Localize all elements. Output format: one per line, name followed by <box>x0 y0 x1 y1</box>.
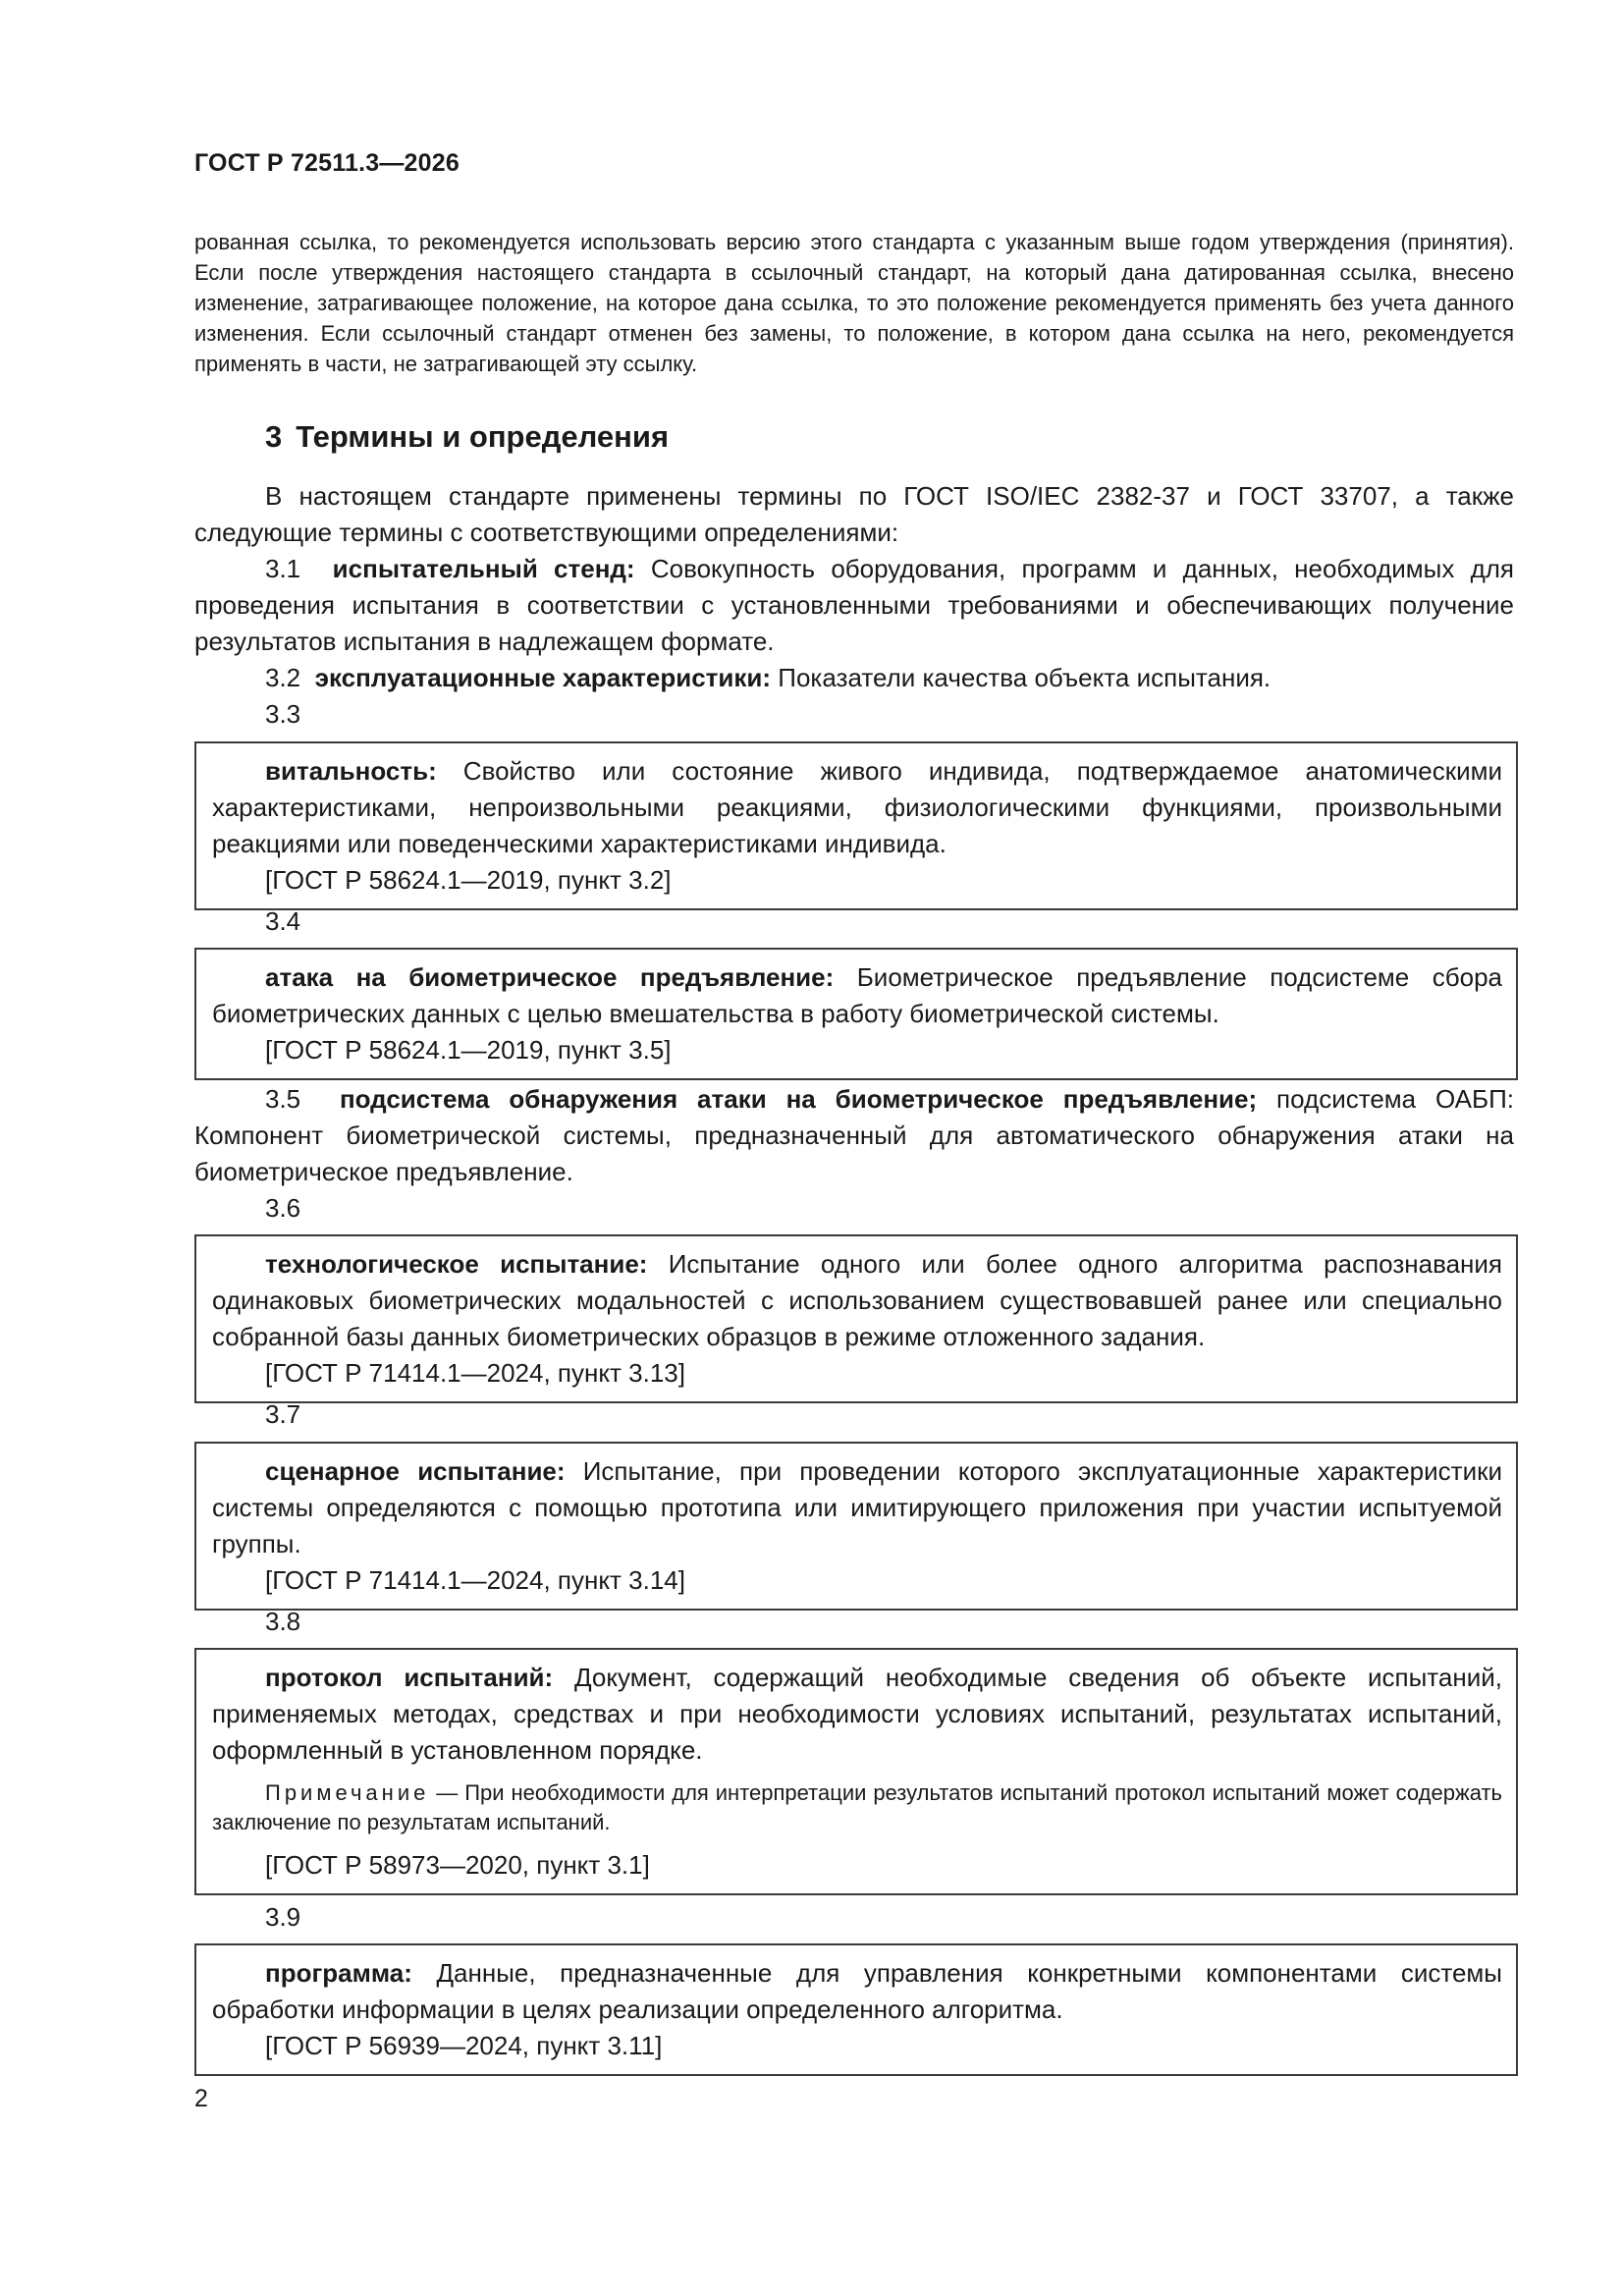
section-number: 3 <box>265 419 283 454</box>
term-definition: Документ, содержащий необходимые сведения об объекте испытаний, применяемых методах, средствах и при необходимости условиях испытаний, результатах испытаний, оформленный в установленном порядке. <box>212 1663 1502 1765</box>
term-number: 3.2 <box>265 663 301 692</box>
term-definition-block <box>212 1246 1502 1355</box>
term-source: [ГОСТ Р 58973—2020, пункт 3.1] <box>265 1850 650 1880</box>
term-note <box>212 1778 1502 1837</box>
term-definition: Совокупность оборудования, программ и данных, необходимых для проведения испытания в соответствии с установленными требованиями и обеспечивающих получение результатов испытания в надлежащем формате. <box>194 554 1515 656</box>
lead-paragraph: В настоящем стандарте применены термины по ГОСТ ISO/IEC 2382-37 и ГОСТ 33707, а также следующие термины с соответствующими определениями: <box>194 481 1514 547</box>
term-definition-block <box>212 959 1502 1032</box>
term-source: [ГОСТ Р 71414.1—2024, пункт 3.13] <box>265 1358 685 1388</box>
term-definition: Испытание, при проведении которого эксплуатационные характеристики системы определяются с помощью прототипа или имитирующего приложения при участии испытуемой группы. <box>212 1456 1502 1558</box>
term-definition: Показатели качества объекта испытания. <box>771 663 1271 692</box>
term-definition-block <box>212 1660 1502 1769</box>
term-source: [ГОСТ Р 58624.1—2019, пункт 3.5] <box>265 1035 672 1065</box>
term-definition: Свойство или состояние живого индивида, подтверждаемое анатомическими характеристиками, непроизвольными реакциями, физиологическими функциями, произвольными реакциями или поведенческими характеристиками индивида. <box>212 756 1502 858</box>
term-box-3-9 <box>194 1943 1518 2076</box>
term-number-3-3: 3.3 <box>265 699 301 729</box>
term-name: сценарное испытание: <box>265 1456 566 1486</box>
term-definition-block <box>212 1453 1502 1562</box>
term-3-1 <box>194 551 1514 660</box>
term-name: испытательный стенд: <box>332 554 635 583</box>
section-heading <box>265 419 669 455</box>
term-3-2 <box>194 660 1514 696</box>
term-number-3-7: 3.7 <box>265 1399 301 1429</box>
term-box-3-7 <box>194 1442 1518 1611</box>
term-definition: Биометрическое предъявление подсистеме сбора биометрических данных с целью вмешательства в работу биометрической системы. <box>212 962 1502 1028</box>
term-definition: подсистема ОАБП: Компонент биометрической системы, предназначенный для автоматического обнаружения атаки на биометрическое предъявление. <box>194 1084 1514 1186</box>
term-box-3-4 <box>194 948 1518 1080</box>
term-source: [ГОСТ Р 56939—2024, пункт 3.11] <box>265 2031 663 2060</box>
intro-paragraph: рованная ссылка, то рекомендуется использовать версию этого стандарта с указанным выше годом утверждения (принятия). Если после утверждения настоящего стандарта в ссылочный стандарт, на который дана датированная ссылка, внесено изменение, затрагивающее положение, на которое дана ссылка, то это положение рекомендуется применять без учета данного изменения. Если ссылочный стандарт отменен без замены, то положение, в котором дана ссылка на него, рекомендуется применять в части, не затрагивающей эту ссылку. <box>194 230 1514 376</box>
term-name: подсистема обнаружения атаки на биометрическое предъявление; <box>339 1084 1258 1114</box>
term-name: атака на биометрическое предъявление: <box>265 962 835 992</box>
term-box-3-3 <box>194 741 1518 910</box>
term-name: протокол испытаний: <box>265 1663 554 1692</box>
term-definition-block <box>212 1955 1502 2028</box>
term-name: витальность: <box>265 756 437 786</box>
term-number: 3.5 <box>265 1084 301 1114</box>
term-3-5 <box>194 1081 1514 1190</box>
term-number-3-4: 3.4 <box>265 906 301 936</box>
term-box-3-8 <box>194 1648 1518 1895</box>
term-definition: Данные, предназначенные для управления конкретными компонентами системы обработки информации в целях реализации определенного алгоритма. <box>212 1958 1502 2024</box>
note-label: Примечание <box>265 1780 430 1805</box>
term-source: [ГОСТ Р 58624.1—2019, пункт 3.2] <box>265 865 672 895</box>
section-title: Термины и определения <box>296 419 670 454</box>
term-box-3-6 <box>194 1234 1518 1403</box>
term-number-3-8: 3.8 <box>265 1607 301 1636</box>
term-number-3-9: 3.9 <box>265 1902 301 1932</box>
term-number-3-6: 3.6 <box>265 1193 301 1223</box>
term-name: программа: <box>265 1958 412 1988</box>
term-number: 3.1 <box>265 554 301 583</box>
page-number: 2 <box>194 2085 208 2112</box>
term-name: технологическое испытание: <box>265 1249 648 1279</box>
term-definition: Испытание одного или более одного алгоритма распознавания одинаковых биометрических модальностей с использованием существовавшей ранее или специально собранной базы данных биометрических образцов в режиме отложенного задания. <box>212 1249 1503 1351</box>
note-text: — При необходимости для интерпретации результатов испытаний протокол испытаний может содержать заключение по результатам испытаний. <box>212 1780 1502 1834</box>
term-definition-block <box>212 753 1502 862</box>
term-name: эксплуатационные характеристики: <box>314 663 772 692</box>
term-source: [ГОСТ Р 71414.1—2024, пункт 3.14] <box>265 1565 685 1595</box>
document-code-header: ГОСТ Р 72511.3—2026 <box>194 149 460 177</box>
